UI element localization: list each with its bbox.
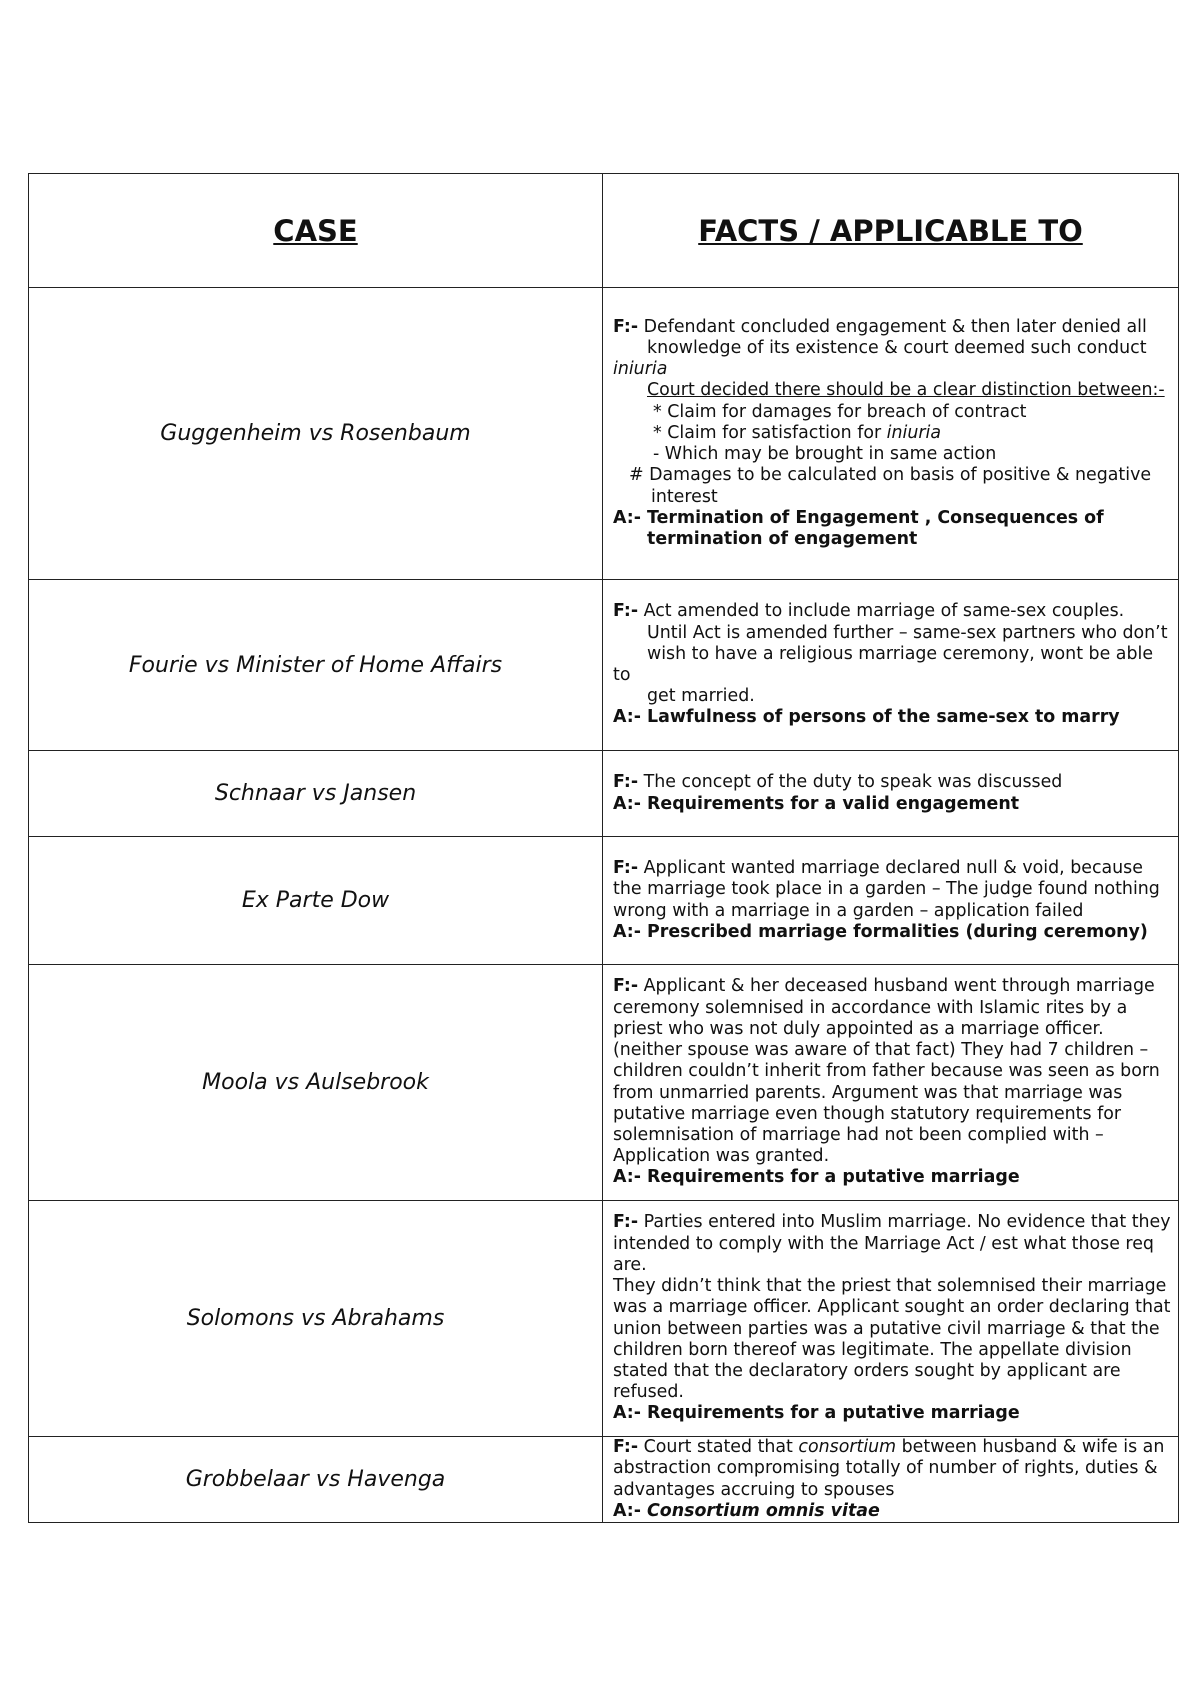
- facts-text: The concept of the duty to speak was discussed: [643, 772, 1063, 793]
- table-row: [29, 1201, 1179, 1437]
- facts-label: F:-: [613, 1212, 639, 1233]
- facts-cell: [603, 965, 1179, 1201]
- facts-label: F:-: [613, 1437, 639, 1458]
- applicable-label: A:-: [613, 707, 641, 728]
- facts-text: :-: [1152, 380, 1165, 401]
- facts-text: They didn’t think that the priest that solemnised their marriage was a marriage officer. Applicant sought an order declaring that union between parties was a putative civil marriage & that the children born thereof was legitimate. The appellate division stated that the declaratory orders sought by applicant are refused.: [613, 1276, 1171, 1403]
- facts-bullet: # Damages to be calculated on basis of positive & negative: [629, 465, 1152, 486]
- facts-cell: [603, 837, 1179, 965]
- facts-bullet: * Claim for satisfaction for: [653, 422, 882, 443]
- facts-underlined: Court decided there should be a clear distinction between: [647, 380, 1153, 401]
- applicable-text: Requirements for a valid engagement: [647, 793, 1020, 814]
- applicable-label: A:-: [613, 921, 641, 942]
- facts-italic: iniuria: [613, 359, 668, 380]
- applicable-text: termination of engagement: [647, 528, 918, 549]
- cases-table: [28, 173, 1179, 1523]
- case-name: Schnaar vs Jansen: [29, 751, 603, 837]
- facts-cell: [603, 288, 1179, 580]
- facts-text: Applicant wanted marriage declared null & void, because the marriage took place in a garden – The judge found nothing wrong with a marriage in a garden – application failed: [613, 858, 1160, 921]
- facts-bullet: - Which may be brought in same action: [653, 444, 997, 465]
- case-name: Grobbelaar vs Havenga: [29, 1437, 603, 1523]
- header-facts: FACTS / APPLICABLE TO: [603, 174, 1179, 288]
- facts-text: wish to have a religious marriage ceremony, wont be able to: [613, 643, 1154, 685]
- facts-label: F:-: [613, 772, 639, 793]
- facts-text: knowledge of its existence & court deemed such conduct: [647, 338, 1147, 359]
- header-row: [29, 174, 1179, 288]
- table-row: [29, 580, 1179, 751]
- applicable-label: A:-: [613, 1167, 641, 1188]
- facts-text: Court stated that: [643, 1437, 793, 1458]
- facts-label: F:-: [613, 601, 639, 622]
- table-row: [29, 751, 1179, 837]
- facts-text: Defendant concluded engagement & then later denied all: [643, 316, 1147, 337]
- facts-bullet: * Claim for damages for breach of contract: [653, 401, 1027, 422]
- table-row: [29, 837, 1179, 965]
- table-row: [29, 965, 1179, 1201]
- applicable-label: A:-: [613, 507, 641, 528]
- applicable-text: Requirements for a putative marriage: [647, 1167, 1020, 1188]
- case-name: Moola vs Aulsebrook: [29, 965, 603, 1201]
- case-name: Ex Parte Dow: [29, 837, 603, 965]
- facts-text: Act amended to include marriage of same-sex couples.: [643, 601, 1125, 622]
- facts-italic: consortium: [798, 1437, 897, 1458]
- facts-cell: [603, 1437, 1179, 1523]
- case-name: Solomons vs Abrahams: [29, 1201, 603, 1437]
- facts-label: F:-: [613, 316, 639, 337]
- applicable-label: A:-: [613, 793, 641, 814]
- facts-cell: [603, 751, 1179, 837]
- applicable-text: Requirements for a putative marriage: [647, 1403, 1020, 1424]
- applicable-text: Termination of Engagement , Consequences of: [647, 507, 1104, 528]
- facts-text: interest: [651, 486, 718, 507]
- facts-text: get married.: [647, 686, 755, 707]
- applicable-label: A:-: [613, 1500, 641, 1521]
- facts-text: between husband & wife is an abstraction compromising totally of number of rights, duties & advantages accruing to spouses: [613, 1437, 1165, 1500]
- table-row: [29, 1437, 1179, 1523]
- facts-label: F:-: [613, 976, 639, 997]
- applicable-text: Prescribed marriage formalities (during ceremony): [647, 921, 1148, 942]
- facts-italic: iniuria: [886, 422, 942, 443]
- facts-cell: [603, 580, 1179, 751]
- facts-text: Applicant & her deceased husband went through marriage ceremony solemnised in accordance with Islamic rites by a priest who was not duly appointed as a marriage officer. (neither spouse was aware of that fact) They had 7 children – children couldn’t inherit from father because was seen as born from unmarried parents. Argument was that marriage was putative marriage even though statutory requirements for solemnisation of marriage had not been complied with – Application was granted.: [613, 976, 1160, 1167]
- case-name: Guggenheim vs Rosenbaum: [29, 288, 603, 580]
- applicable-text: Lawfulness of persons of the same-sex to marry: [647, 707, 1120, 728]
- facts-text: Until Act is amended further – same-sex partners who don’t: [647, 622, 1168, 643]
- facts-cell: [603, 1201, 1179, 1437]
- applicable-text: Consortium omnis vitae: [647, 1500, 880, 1521]
- facts-label: F:-: [613, 858, 639, 879]
- facts-text: Parties entered into Muslim marriage. No evidence that they intended to comply with the Marriage Act / est what those req are.: [613, 1212, 1171, 1275]
- header-case: CASE: [29, 174, 603, 288]
- table-row: [29, 288, 1179, 580]
- applicable-label: A:-: [613, 1403, 641, 1424]
- case-name: Fourie vs Minister of Home Affairs: [29, 580, 603, 751]
